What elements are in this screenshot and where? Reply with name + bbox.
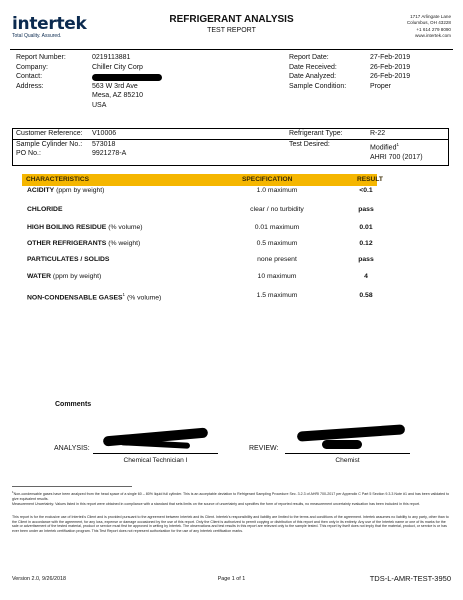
document-subtitle: TEST REPORT: [207, 27, 256, 34]
cylinder-value: 573018: [92, 140, 116, 148]
address-label: Address:: [16, 82, 44, 90]
cylinder-label: Sample Cylinder No.:: [16, 140, 83, 148]
test-values: [370, 129, 423, 162]
refrigerant-type-value: R-22: [370, 130, 386, 137]
document-code: TDS-L-AMR-TEST-3950: [369, 574, 451, 583]
row-spec: none present: [257, 256, 297, 263]
row-result: 0.01: [359, 224, 373, 231]
table-row: NON-CONDENSABLE GASES$^1$ (% volume): [27, 292, 162, 302]
report-dates-labels: [289, 53, 346, 91]
row-result: pass: [358, 206, 374, 213]
review-signature-line: [285, 453, 410, 454]
sample-condition-value: Proper: [370, 82, 392, 90]
table-row: WATER (ppm by weight): [27, 273, 102, 280]
company-label: Company:: [16, 63, 48, 71]
page-number: Page 1 of 1: [217, 576, 246, 582]
report-info-values: [92, 53, 143, 111]
address-line-2: Mesa, AZ 85210: [92, 92, 143, 100]
date-received-label: Date Received:: [289, 63, 337, 71]
test-labels: [289, 129, 343, 149]
row-spec: 0.5 maximum: [256, 240, 298, 247]
row-spec: 1.0 maximum: [256, 187, 298, 194]
analysis-title: Chemical Technician I: [123, 457, 188, 464]
po-value: 9921278-A: [92, 150, 127, 158]
report-dates-values: [370, 53, 410, 91]
review-title: Chemist: [335, 457, 360, 464]
analysis-label: ANALYSIS:: [54, 445, 90, 452]
row-result: <0.1: [359, 187, 373, 194]
table-row: HIGH BOILING RESIDUE (% volume): [27, 224, 143, 231]
version-text: Version 2.0, 9/26/2018: [12, 576, 66, 582]
row-result: 4: [364, 273, 368, 280]
address-line: 1717 Arlingate Lane: [410, 14, 451, 19]
disclaimer: This report is for the exclusive use of Intertek's Client and is provided pursuant to the agreement between Intertek and its Client. Intertek's responsibility and liability are limited to the terms and conditions of the agreement. Intertek assumes no liability to any party, other than to the Client in accordance with the agreement, for any loss, expense or damage occasioned by the use of this report. Only the Client is authorized to permit copying or distribution of this report and then only in its entirety. Any use of the Intertek name or one of its marks for the sale or advertisement of the tested material, product or service must first be approved in writing by Intertek. The observations and test results in this report are relevant only to the sample tested. This report by itself does not imply that the material, product, or service is or has ever been under an Intertek certification program. This Test Report does not represent authorization for the use of any Intertek certification marks.: [12, 515, 449, 533]
row-spec: 0.01 maximum: [254, 224, 300, 231]
table-row: CHLORIDE: [27, 206, 63, 213]
company-value: Chiller City Corp: [92, 63, 143, 71]
analysis-signature-redaction: [120, 439, 190, 449]
report-number-value: 0219113881: [92, 54, 131, 61]
sample-labels: [16, 129, 83, 159]
website: www.intertek.com: [415, 32, 451, 38]
document-title: REFRIGERANT ANALYSIS: [169, 14, 294, 25]
report-date-label: Report Date:: [289, 54, 329, 61]
contact-redaction: [92, 74, 162, 81]
uncertainty-note: Measurement Uncertainty: Values listed in this report were obtained in compliance with a standard that sets limits on the source of uncertainty and specifies the form of reported results, no measurement uncertainty evaluation has been included in this report.: [12, 502, 421, 506]
logo-tagline: Total Quality. Assured.: [12, 33, 62, 39]
address-country: USA: [92, 101, 107, 109]
date-received-value: 26-Feb-2019: [370, 63, 411, 71]
row-spec: 1.5 maximum: [256, 292, 298, 299]
lab-address: [407, 14, 451, 39]
contact-label: Contact:: [16, 73, 43, 81]
test-standard: AHRI 700 (2017): [370, 153, 423, 161]
row-spec: 10 maximum: [257, 273, 297, 280]
analysis-signature-line: [93, 453, 218, 454]
date-analyzed-value: 26-Feb-2019: [370, 73, 411, 81]
customer-reference-value: V10006: [92, 130, 117, 137]
row-spec: clear / no turbidity: [250, 206, 304, 213]
footnote-1: $^1$Non-condensable gases have been analyzed from the head space of a single 60 – 80% liquid full cylinder. This is an acceptable deviation to Refrigerant Sampling Procedure Sec. 3.2.3 of AHRI 700-2017 per Appendix C Part 5 Section 9.3.3 Note #1 and has been validated to give equivalent results.: [12, 490, 450, 501]
results-table-header: [22, 174, 383, 186]
date-analyzed-label: Date Analyzed:: [289, 73, 337, 81]
customer-reference-label: Customer Reference:: [16, 130, 83, 137]
row-result: pass: [358, 256, 374, 263]
report-info-labels: [16, 53, 66, 91]
row-result: 0.58: [359, 292, 373, 299]
table-row: ACIDITY (ppm by weight): [27, 187, 105, 194]
col-result: RESULT: [357, 176, 383, 183]
table-row: PARTICULATES / SOLIDS: [27, 256, 110, 263]
table-row: OTHER REFRIGERANTS (% weight): [27, 240, 141, 247]
logo-wordmark: intertek: [12, 14, 87, 34]
test-desired-value: Modified$^1$: [370, 141, 399, 151]
footnote-divider: [12, 486, 132, 487]
address-line-1: 563 W 3rd Ave: [92, 82, 138, 90]
header-divider: [10, 49, 453, 50]
sample-values: [92, 129, 126, 159]
review-label: REVIEW:: [249, 445, 279, 452]
report-number-label: Report Number:: [16, 54, 66, 61]
col-characteristics: CHARACTERISTICS: [26, 176, 90, 183]
review-signature-redaction: [322, 440, 362, 449]
address-line: Columbus, OH 43228: [406, 20, 451, 26]
sample-condition-label: Sample Condition:: [289, 82, 347, 90]
phone-number: +1 614 279 8090: [416, 26, 451, 32]
row-result: 0.12: [359, 240, 373, 247]
po-label: PO No.:: [16, 150, 41, 158]
test-desired-label: Test Desired:: [289, 140, 330, 148]
refrigerant-type-label: Refrigerant Type:: [289, 130, 343, 137]
col-specification: SPECIFICATION: [242, 176, 293, 183]
report-date-value: 27-Feb-2019: [370, 54, 411, 61]
comments-heading: Comments: [55, 401, 92, 408]
